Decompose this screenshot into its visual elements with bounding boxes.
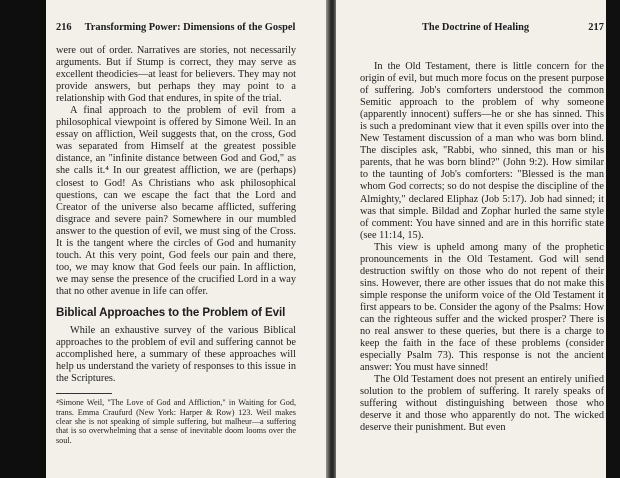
left-paragraph-2: A final approach to the problem of evil from a philosophical viewpoint is offered by Simone Weil. In an essay on affliction, Weil suggests that, on the cross, God was separated from Himself at the greatest possible distance, an "infinite distance between God and God," as she calls it.⁴ In our greatest affliction, we are (perhaps) closest to God! As Christians who ask philosophical questions, can we escape the fact that the Lord and Creator of the universe also became afflicted, suffering disgrace and severe pain? Somewhere in our mumbled answer to the question of evil, we must sing of the Cross. It is the tangent where the circles of God and humanity touch. At this very point, God feels our pain and there, too, we may know that God feels our pain. In affliction, we may sense the presence of the crucified Lord in a way that no other avenue in life can offer. — [56, 105, 296, 297]
left-body — [56, 45, 296, 445]
left-paragraph-1: were out of order. Narratives are stories, not necessarily arguments. But if Stump is correct, they may serve as excellent theodicies—at least for believers. They may not provide answers, but perhaps they may point to a relationship with God that endures, in spite of the trial. — [56, 45, 296, 105]
left-dark-edge — [0, 0, 46, 478]
section-paragraph: While an exhaustive survey of the various Biblical approaches to the problem of evil and suffering cannot be accomplished here, a summary of these approaches will help us understand the variety of responses to this issue in the Scriptures. — [56, 325, 296, 385]
right-paragraph-3: The Old Testament does not present an entirely unified solution to the problem of suffering. It rarely speaks of suffering without distinguishing between those who deserve it and those who apparently do not. The wicked deserve their punishment. But even — [360, 374, 604, 434]
right-running-head — [422, 22, 604, 33]
section-heading: Biblical Approaches to the Problem of Evil — [56, 305, 286, 319]
right-page-number: 217 — [588, 22, 604, 33]
right-paragraph-2: This view is upheld among many of the prophetic pronouncements in the Old Testament. God will send destruction swiftly on those who do not repent of their sins. However, there are other issues that do not make this simple response the uniform voice of the Old Testament it first appears to be. Consider the agony of the Psalms: How can the righteous suffer and the wicked prosper? There is no real answer to these queries, but there is a charge to keep the faith in the face of these problems (consider especially Psalm 73). This response is not the ancient answer: You must have sinned! — [360, 241, 604, 374]
left-page — [46, 0, 328, 478]
left-running-title: Transforming Power: Dimensions of the Gospel — [84, 22, 296, 33]
right-body — [360, 61, 604, 434]
right-running-title: The Doctrine of Healing — [422, 22, 530, 33]
right-page — [336, 0, 620, 478]
footnote-rule — [56, 393, 112, 394]
right-dark-edge — [606, 0, 620, 478]
right-paragraph-1: In the Old Testament, there is little concern for the origin of evil, but much more focus on the present purpose of suffering. Job's comforters understood the common Semitic approach to the problem of why someone (apparently innocent) suffers—he or she has sinned. This is such a predominant view that it even spills over into the New Testament discussion of a man who was born blind. The disciples ask, "Rabbi, who sinned, this man or his parents, that he was born blind?" (John 9:2). How similar to the taunting of Job's comforters: "Blessed is the man whom God corrects; so do not despise the discipline of the Almighty," declared Eliphaz (Job 5:17). Job had sinned; it was that simple. Bildad and Zophar hurled the same style of comment: You have sinned and are in this horrific state (see 11:14, 15). — [360, 61, 604, 241]
left-running-head — [56, 22, 295, 33]
left-page-number: 216 — [56, 22, 72, 33]
footnote: ⁴Simone Weil, "The Love of God and Affliction," in Waiting for God, trans. Emma Craufurd (New York: Harper & Row) 123. Weil makes clear she is not speaking of simple suffering, but malheur—a suffering that is so overwhelming that a sense of inevitable doom looms over the soul. — [56, 398, 296, 445]
